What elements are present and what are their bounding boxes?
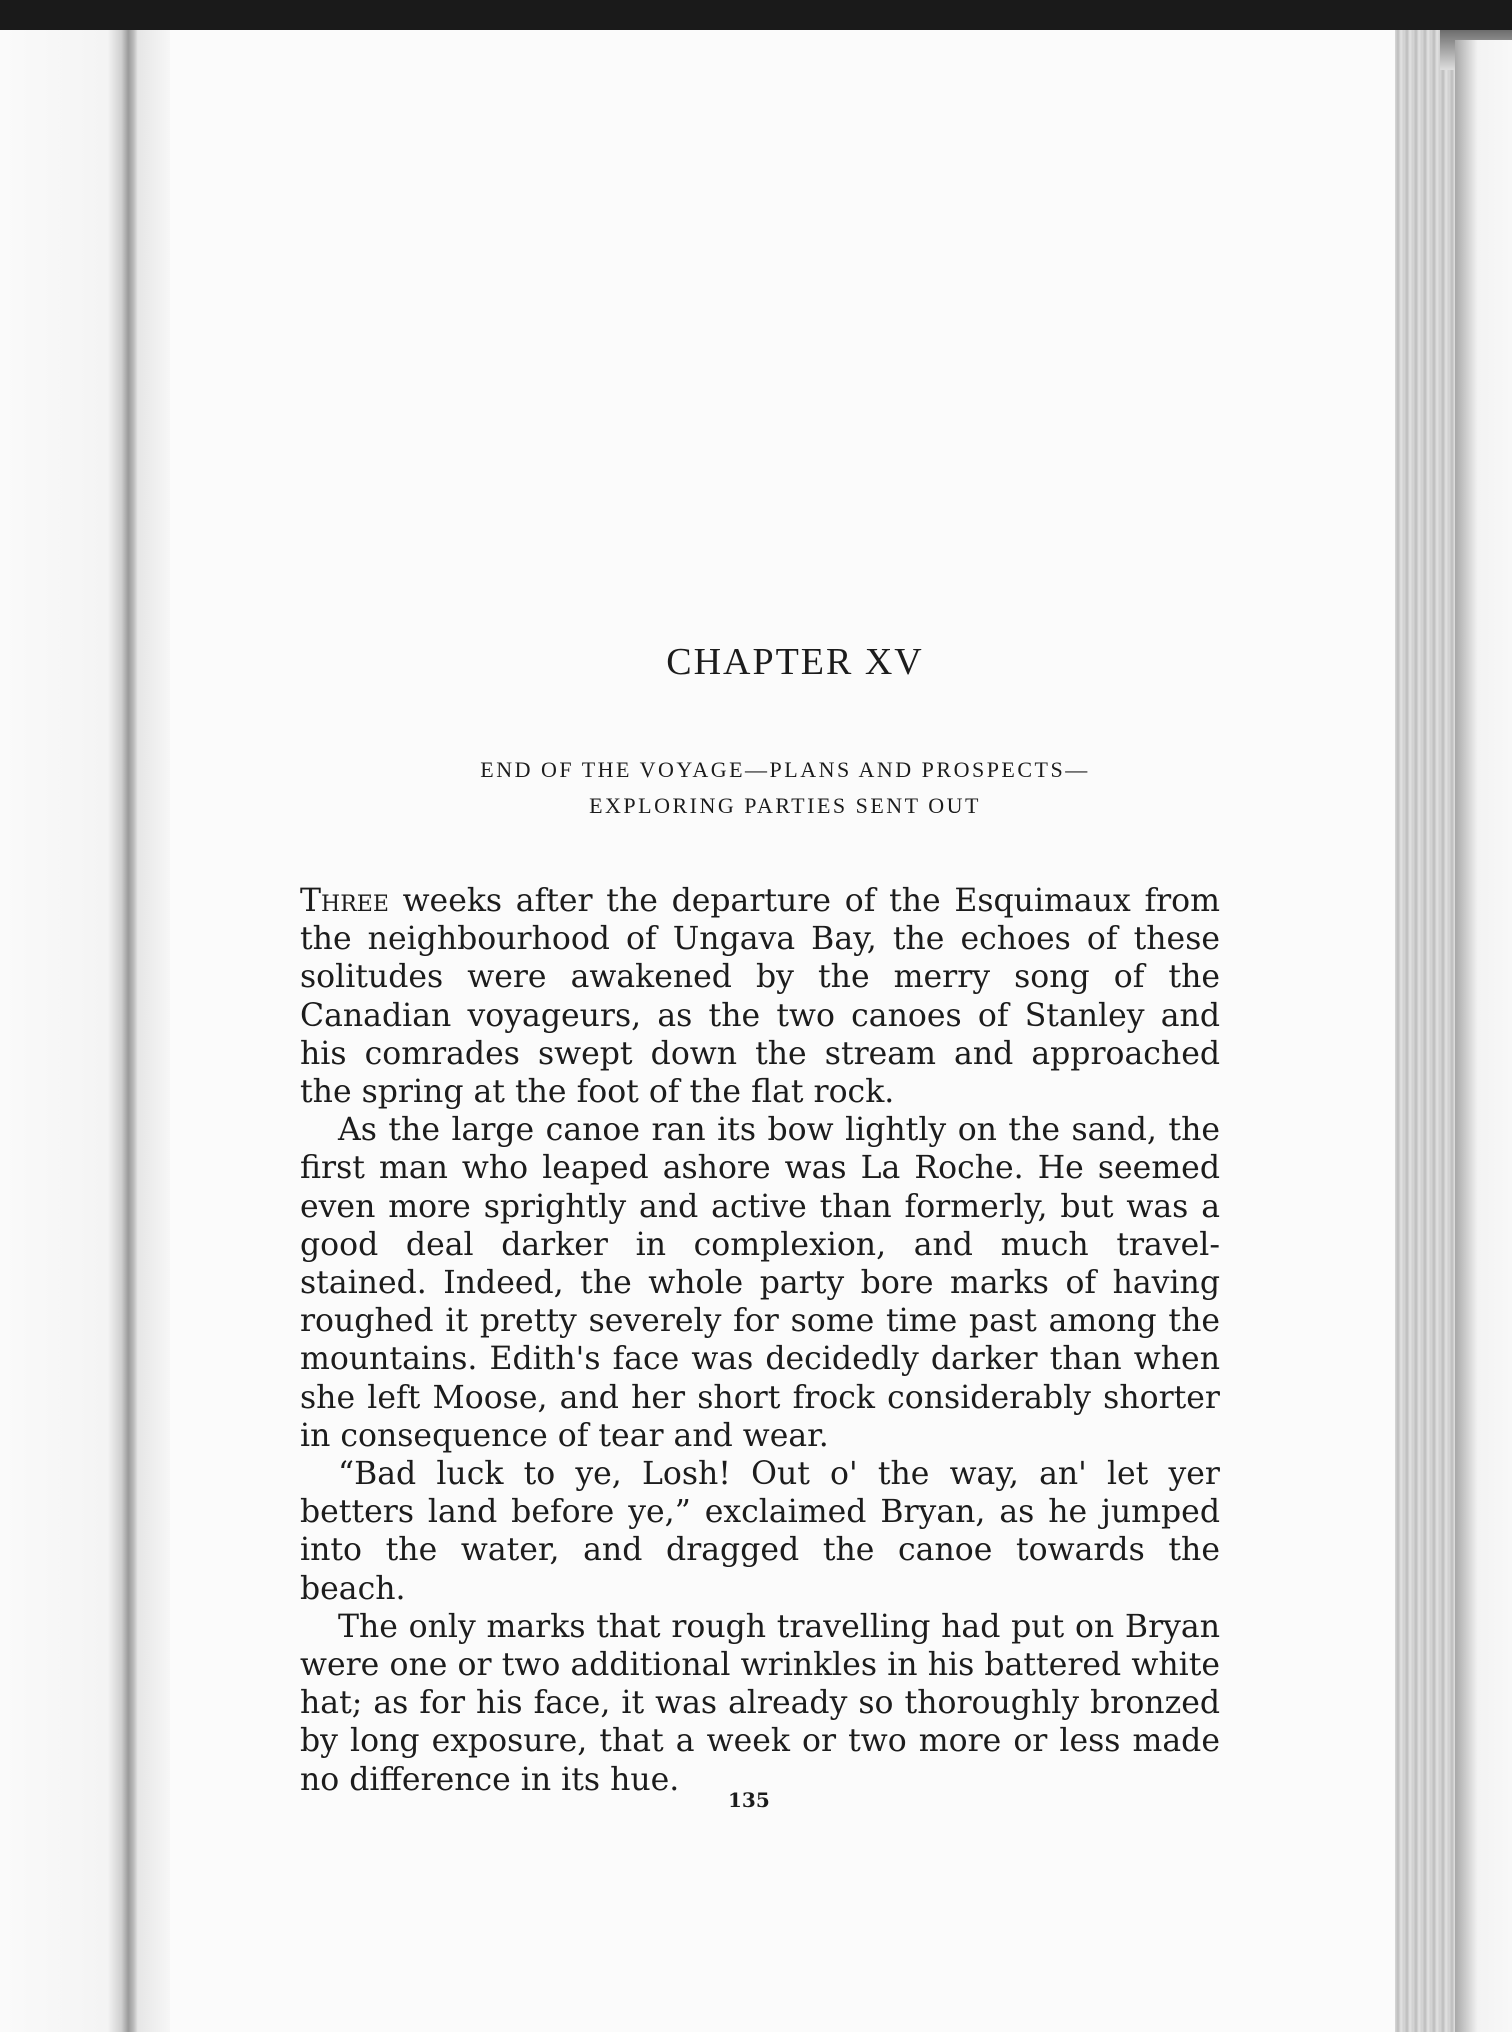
chapter-subtitle-line-1: END OF THE VOYAGE—PLANS AND PROSPECTS—: [480, 757, 1090, 782]
paragraph-1-lead: Three: [300, 883, 389, 919]
page-stack-edge: [1395, 30, 1455, 2032]
left-page-edge: [0, 30, 138, 2032]
chapter-subtitle: [300, 752, 1220, 824]
paragraph-3: “Bad luck to ye, Losh! Out o' the way, an' let yer betters land before ye,” exclaimed Bryan, as he jumped into the water, and dragged the canoe towards the beach.: [300, 1456, 1220, 1607]
paragraph-1: [300, 882, 1220, 1111]
scan-top-border: [0, 0, 1512, 30]
book-cover-edge: [1455, 40, 1512, 2032]
page-number: 135: [728, 1788, 770, 1812]
paragraph-2: As the large canoe ran its bow lightly on the sand, the first man who leaped ashore was La Roche. He seemed even more sprightly and active than formerly, but was a good deal darker in complexion, and much travel-stained. Indeed, the whole party bore marks of having roughed it pretty severely for some time past among the mountains. Edith's face was decidedly darker than when she left Moose, and her short frock considerably shorter in consequence of tear and wear.: [300, 1112, 1220, 1454]
paragraph-1-text: weeks after the departure of the Esquimaux from the neighbourhood of Ungava Bay, the echoes of these solitudes were awakened by the merry song of the Canadian voyageurs, as the two canoes of Stanley and his comrades swept down the stream and approached the spring at the foot of the flat rock.: [300, 883, 1220, 1111]
page-content: [300, 640, 1220, 1799]
chapter-title: CHAPTER XV: [666, 641, 924, 683]
chapter-subtitle-line-2: EXPLORING PARTIES SENT OUT: [589, 793, 981, 818]
paragraph-4: The only marks that rough travelling had put on Bryan were one or two additional wrinkles in his battered white hat; as for his face, it was already so thoroughly bronzed by long exposure, that a week or two more or less made no difference in its hue.: [300, 1608, 1220, 1798]
